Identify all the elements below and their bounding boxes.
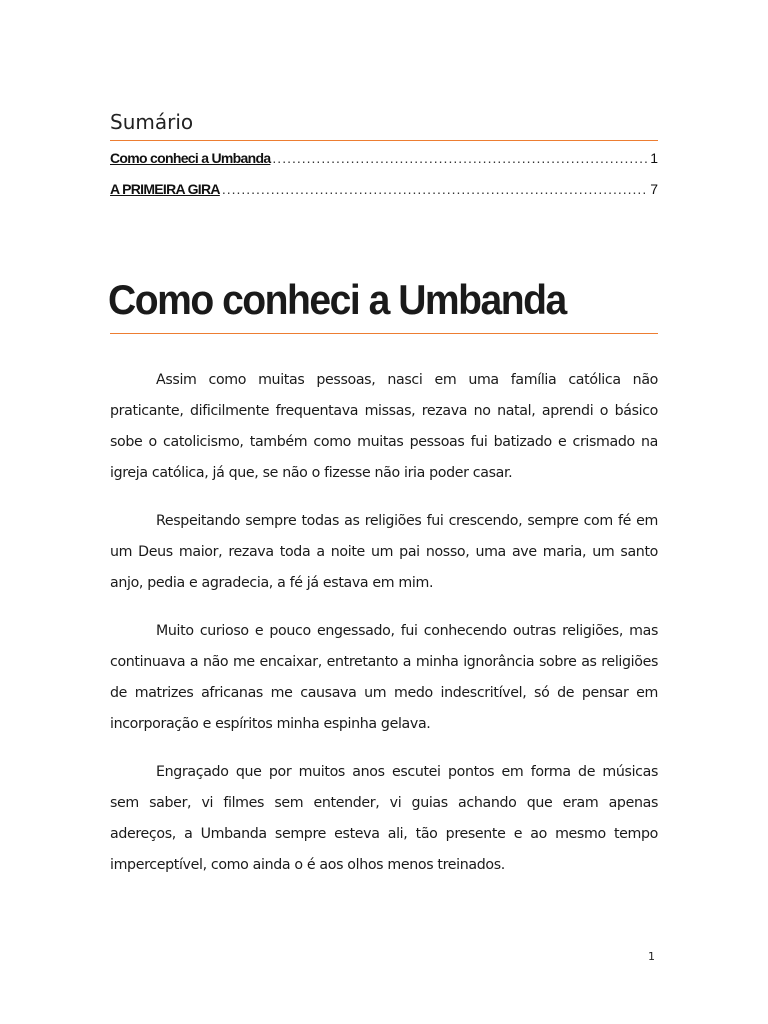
toc-entry-page: 1 [650, 150, 658, 166]
toc-entry[interactable] [110, 181, 658, 201]
toc-entry-label[interactable]: Como conheci a Umbanda [110, 150, 271, 166]
toc-entry-label[interactable]: A PRIMEIRA GIRA [110, 181, 220, 197]
chapter-body [110, 365, 658, 898]
toc-entry[interactable] [110, 150, 658, 170]
paragraph: Engraçado que por muitos anos escutei pontos em forma de músicas sem saber, vi filmes sem entender, vi guias achando que eram apenas adereços, a Umbanda sempre esteva ali, tão presente e ao mesmo tempo imperceptível, como ainda o é aos olhos menos treinados. [110, 764, 658, 873]
toc-entry-page: 7 [650, 181, 658, 197]
toc-title-rule [110, 140, 658, 141]
chapter-heading-rule [110, 333, 658, 334]
paragraph: Assim como muitas pessoas, nasci em uma família católica não praticante, dificilmente frequentava missas, rezava no natal, aprendi o básico sobe o catolicismo, também como muitas pessoas fui batizado e crismado na igreja católica, já que, se não o fizesse não iria poder casar. [110, 372, 658, 481]
paragraph: Respeitando sempre todas as religiões fui crescendo, sempre com fé em um Deus maior, rezava toda a noite um pai nosso, uma ave maria, um santo anjo, pedia e agradecia, a fé já estava em mim. [110, 513, 658, 591]
toc-leader-dots [222, 181, 648, 197]
paragraph: Muito curioso e pouco engessado, fui conhecendo outras religiões, mas continuava a não me encaixar, entretanto a minha ignorância sobre as religiões de matrizes africanas me causava um medo indescritível, só de pensar em incorporação e espíritos minha espinha gelava. [110, 623, 658, 732]
page-number: 1 [648, 950, 655, 963]
toc-title: Sumário [110, 110, 194, 134]
chapter-heading: Como conheci a Umbanda [108, 276, 566, 323]
toc-leader-dots [272, 150, 648, 166]
